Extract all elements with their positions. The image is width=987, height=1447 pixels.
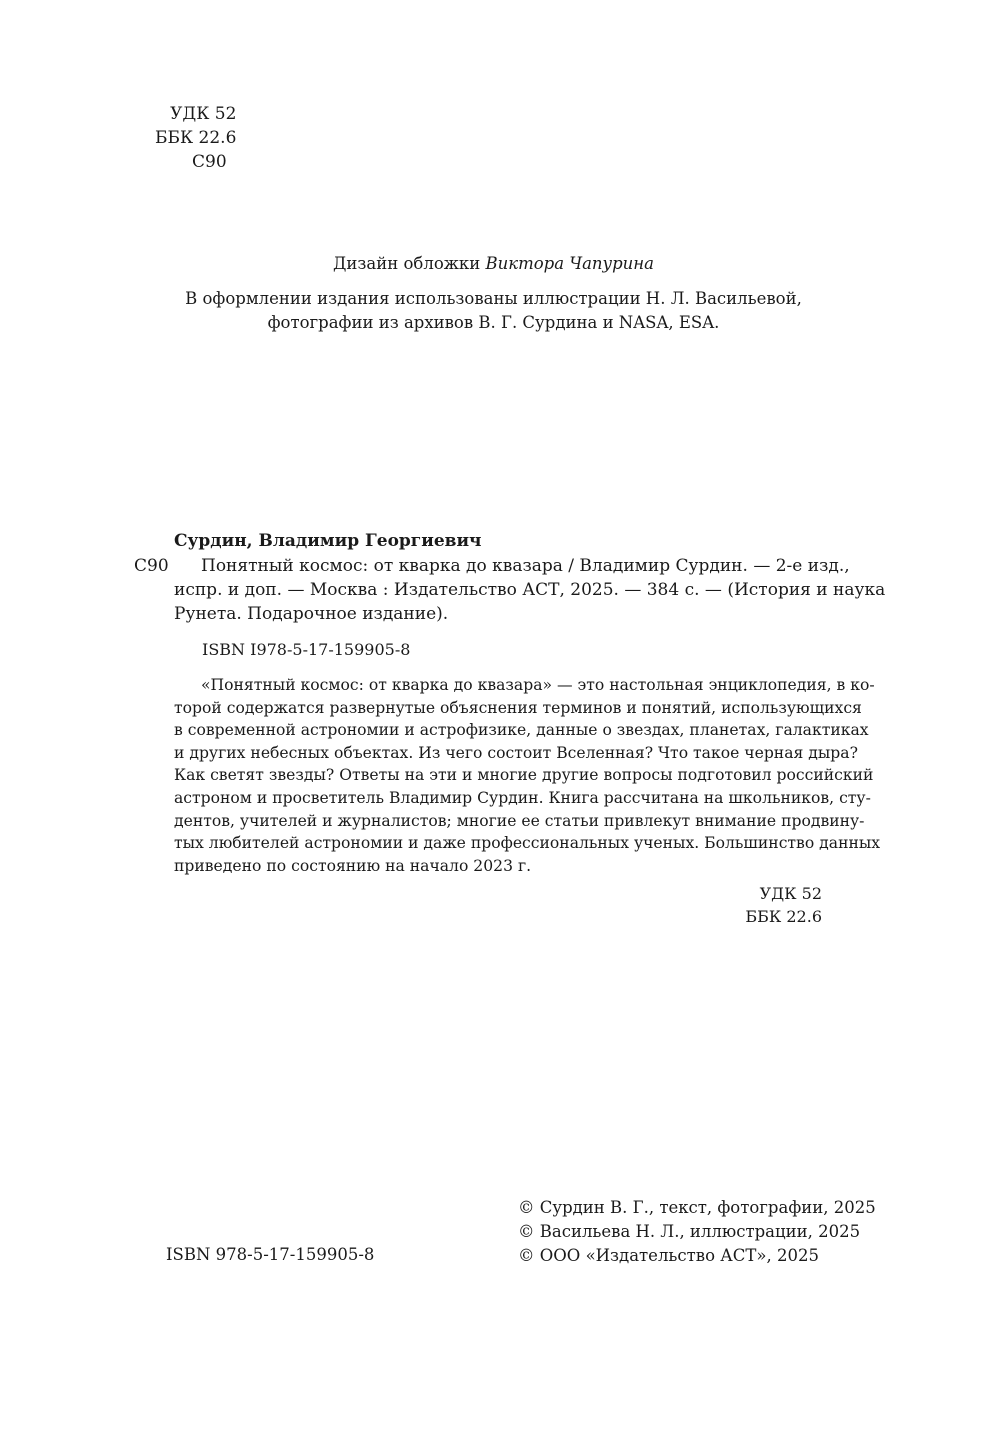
- biblio-line: испр. и доп. — Москва : Издательство АСТ, 2025. — 384 с. — (История и наука: [174, 580, 886, 600]
- copyright-line: © Васильева Н. Л., иллюстрации, 2025: [518, 1222, 861, 1241]
- annotation: [174, 674, 881, 877]
- cover-design-prefix: Дизайн обложки: [332, 254, 486, 273]
- classification-bottom: [700, 882, 822, 928]
- udk-code: УДК 52: [170, 104, 237, 124]
- cover-designer-name: Виктора Чапурина: [485, 254, 655, 273]
- card-bbk-code: ББК 22.6: [745, 907, 822, 926]
- annotation-line: «Понятный космос: от кварка до квазара» — это настольная энциклопедия, в ко-: [201, 676, 875, 694]
- bbk-code: ББК 22.6: [155, 128, 237, 148]
- illustrations-credit: [0, 287, 987, 335]
- illustrations-credit-line: В оформлении издания использованы иллюстрации Н. Л. Васильевой,: [185, 289, 802, 308]
- annotation-line: приведено по состоянию на начало 2023 г.: [174, 856, 532, 875]
- annotation-line: тых любителей астрономии и даже профессиональных ученых. Большинство данных: [174, 834, 881, 853]
- annotation-line: и других небесных объектах. Из чего состоит Вселенная? Что такое черная дыра?: [174, 743, 858, 762]
- copyright-line: © ООО «Издательство АСТ», 2025: [518, 1246, 819, 1265]
- card-isbn: ISBN I978-5-17-159905-8: [202, 640, 411, 659]
- author-heading: Сурдин, Владимир Георгиевич: [174, 531, 482, 551]
- annotation-line: торой содержатся развернутые объяснения терминов и понятий, использующихся: [174, 698, 862, 717]
- annotation-line: в современной астрономии и астрофизике, данные о звездах, планетах, галактиках: [174, 721, 869, 740]
- cutter-code: С90: [192, 152, 227, 172]
- illustrations-credit-line: фотографии из архивов В. Г. Сурдина и NASA, ESA.: [267, 313, 720, 332]
- footer-isbn: ISBN 978-5-17-159905-8: [166, 1245, 375, 1264]
- cover-design-credit: [0, 252, 987, 276]
- biblio-line: Рунета. Подарочное издание).: [174, 604, 449, 624]
- bibliographic-description: [174, 554, 886, 626]
- biblio-line: Понятный космос: от кварка до квазара / Владимир Сурдин. — 2-е изд.,: [201, 556, 850, 576]
- copyright-block: [518, 1196, 876, 1268]
- credits: [0, 252, 987, 352]
- annotation-line: Как светят звезды? Ответы на эти и многие другие вопросы подготовил российский: [174, 766, 874, 785]
- annotation-line: астроном и просветитель Владимир Сурдин. Книга рассчитана на школьников, сту-: [174, 788, 871, 807]
- card-cutter-code: С90: [134, 556, 169, 576]
- card-udk-code: УДК 52: [759, 884, 822, 903]
- copyright-line: © Сурдин В. Г., текст, фотографии, 2025: [518, 1198, 876, 1217]
- annotation-line: дентов, учителей и журналистов; многие ее статьи привлекут внимание продвину-: [174, 811, 865, 830]
- classification-top: [155, 102, 236, 174]
